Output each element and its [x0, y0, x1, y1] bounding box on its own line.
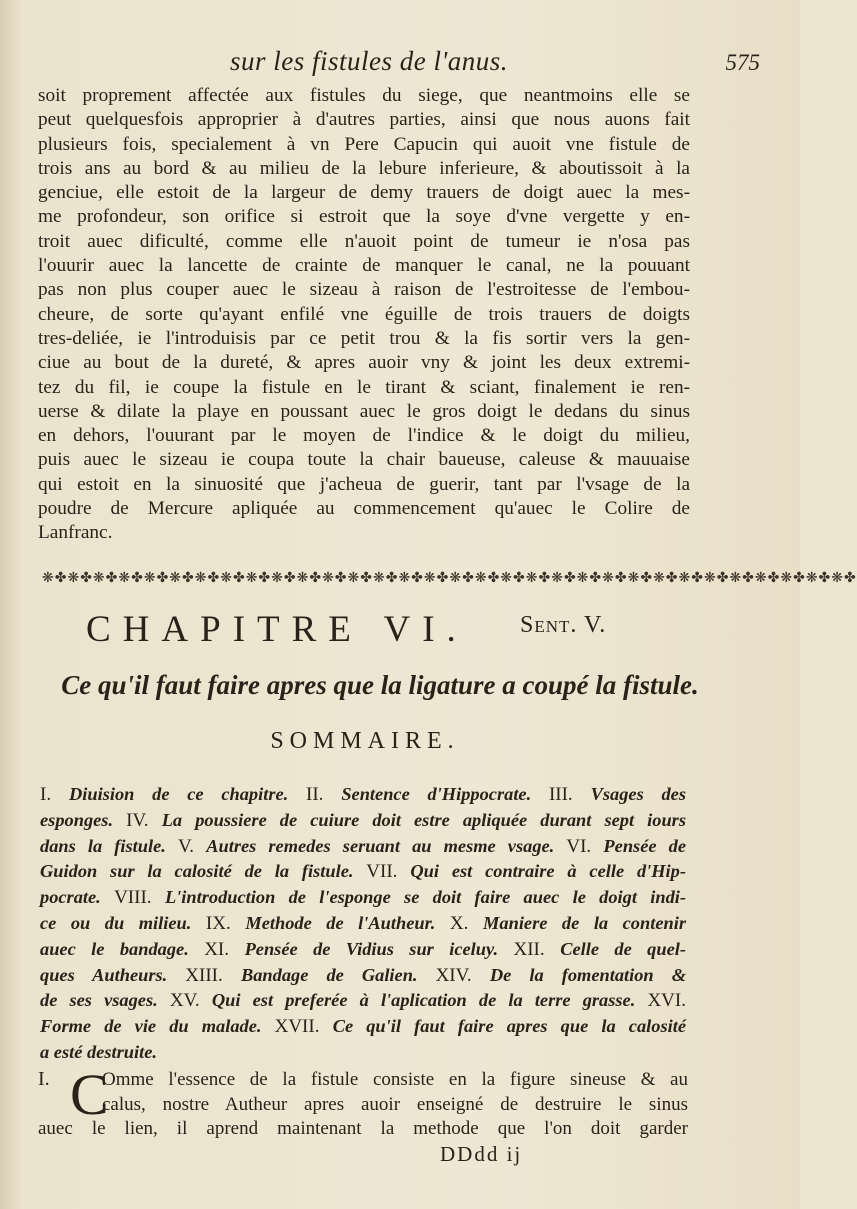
- chapter-title: CHAPITRE VI.: [86, 609, 468, 650]
- paragraph-continued: [38, 84, 690, 546]
- summary-item-number: II.: [306, 784, 342, 805]
- summary-item-text: Sentence d'Hippocrate.: [341, 784, 549, 804]
- text-line: uerse & dilate la playe en poussant auec le gros doigt le dedans du sinus: [38, 400, 690, 422]
- summary-item-text: Celle de quel-: [560, 938, 686, 959]
- summary-item-text: Ce qu'il faut faire apres que la calosité: [332, 1016, 686, 1037]
- summary-line: [40, 963, 686, 989]
- text-line: pas non plus couper auec le sizeau à raison de l'estroitesse de l'embou-: [38, 279, 690, 301]
- summary-item-number: XII.: [513, 938, 561, 960]
- summary-item-number: VI.: [566, 835, 604, 857]
- text-line: tez du fil, ie coupe la fistule en le tirant & sciant, finalement ie ren-: [38, 376, 690, 398]
- summary-item-number: III.: [548, 784, 591, 805]
- paragraph-number: I.: [38, 1068, 50, 1090]
- summary-item-number: XVI.: [647, 990, 686, 1012]
- text-line: Omme l'essence de la fistule consiste en la figure sineuse & au: [102, 1069, 688, 1090]
- text-line: poudre de Mercure apliquée au commencement qu'auec le Colire de: [38, 498, 690, 520]
- summary-item-text: Qui est contraire à celle d'Hip-: [410, 861, 686, 882]
- summary-item-text: Guidon sur la calosité de la fistule.: [40, 861, 367, 882]
- summary-item-text: Autres remedes seruant au mesme vsage.: [206, 835, 567, 856]
- summary-line: [40, 782, 686, 808]
- text-line: en dehors, l'ouurant par le moyen de l'indice & le doigt du milieu,: [38, 425, 690, 447]
- summary-line: [40, 834, 686, 860]
- summary-line: [40, 1040, 686, 1066]
- summary-line: [40, 988, 686, 1014]
- summary-line: [40, 859, 686, 885]
- text-line: auec le lien, il aprend maintenant la methode que l'on doit garder: [38, 1118, 688, 1140]
- page-number: 575: [725, 50, 760, 75]
- text-line: me profondeur, son orifice si estroit que la soye d'vne vergette y en-: [38, 206, 690, 228]
- text-line: trois ans au bord & au milieu de la lebure inferieure, & aboutissoit à la: [38, 157, 690, 179]
- text-line: l'ouurir auec la lancette de crainte de manquer le canal, ne la pouuant: [38, 255, 690, 277]
- summary-item-number: I.: [40, 784, 69, 805]
- summary-item-text: a esté destruite.: [40, 1041, 157, 1062]
- summary-item-text: La poussiere de cuiure doit estre apliquée durant sept iours: [161, 809, 686, 830]
- summary-heading: SOMMAIRE.: [270, 728, 460, 754]
- text-line: tres-deliée, ie l'introduisis par ce petit trou & la fis sortir vers la gen-: [38, 327, 690, 349]
- text-line: soit proprement affectée aux fistules du siege, que neantmoins elle se: [38, 85, 690, 106]
- summary-item-text: auec le bandage.: [40, 938, 205, 959]
- summary-item-number: IV.: [126, 809, 162, 831]
- summary-item-number: VII.: [366, 861, 411, 883]
- text-line: peut quelquesfois approprier à d'autres parties, ainsi que nous auons fait: [38, 109, 690, 131]
- running-title: sur les fistules de l'anus.: [230, 46, 509, 76]
- summary-line: [40, 1014, 686, 1040]
- text-line: cheure, de sorte qu'ayant enfilé vne éguille de trois trauers de doigts: [38, 303, 690, 325]
- summary-item-text: dans la fistule.: [40, 835, 178, 856]
- summary-item-text: Forme de vie du malade.: [40, 1016, 275, 1037]
- summary-line: [40, 808, 686, 834]
- decorative-ornament-band: ❋✤❋✤❋✤❋✤❋✤❋✤❋✤❋✤❋✤❋✤❋✤❋✤❋✤❋✤❋✤❋✤❋✤❋✤❋✤❋✤❋✤❋✤❋✤❋✤❋✤❋✤❋✤❋✤❋✤❋✤❋✤❋✤: [42, 570, 857, 586]
- text-line: puis auec le sizeau ie coupa toute la chair baueuse, caleuse & mauuaise: [38, 449, 690, 471]
- summary-item-number: X.: [449, 912, 484, 934]
- summary-line: [40, 885, 686, 911]
- chapter-subtitle: Ce qu'il faut faire apres que la ligature a coupé la fistule.: [61, 670, 699, 700]
- summary-item-number: VIII.: [114, 887, 165, 909]
- summary-item-text: ques Autheurs.: [40, 964, 186, 985]
- text-line: troit auec dificulté, comme elle n'auoit point de tumeur ie n'osa pas: [38, 230, 690, 252]
- summary-item-number: XIII.: [185, 964, 241, 986]
- chapter-sentence-number: Sent. V.: [520, 612, 607, 638]
- summary-item-text: Vsages des: [590, 784, 686, 804]
- summary-item-number: XIV.: [435, 964, 490, 986]
- summary-item-text: L'introduction de l'esponge se doit faire auec le doigt indi-: [164, 887, 686, 908]
- summary-item-text: Pensée de: [603, 835, 686, 856]
- summary-item-text: Pensée de Vidius sur iceluy.: [244, 938, 514, 959]
- summary-item-text: Maniere de la contenir: [483, 912, 686, 933]
- summary-item-text: pocrate.: [40, 887, 115, 908]
- summary-item-number: XI.: [204, 938, 245, 960]
- paragraph-one: [38, 1062, 688, 1142]
- summary-item-text: Qui est preferée à l'aplication de la terre grasse.: [211, 990, 648, 1011]
- summary-item-text: de ses vsages.: [40, 990, 170, 1011]
- summary-item-text: Bandage de Galien.: [240, 964, 436, 985]
- page-header: [40, 46, 760, 80]
- text-line: plusieurs fois, specialement à vn Pere Capucin qui auoit vne fistule de: [38, 133, 690, 155]
- text-line: ciue au bout de la dureté, & apres auoir vny & joint les deux extremi-: [38, 352, 690, 374]
- summary-line: [40, 911, 686, 937]
- summary-item-text: esponges.: [40, 809, 127, 830]
- text-line: qui estoit en la sinuosité que j'acheua de guerir, tant par l'vsage de la: [38, 473, 690, 495]
- summary-item-text: Diuision de ce chapitre.: [68, 784, 306, 804]
- summary-item-number: XV.: [169, 990, 212, 1012]
- text-line: Lanfranc.: [38, 522, 113, 544]
- text-line: calus, nostre Autheur apres auoir enseigné de destruire le sinus: [102, 1093, 688, 1115]
- summary-item-number: XVII.: [274, 1016, 333, 1038]
- drop-cap: C: [70, 1062, 109, 1127]
- signature-mark: DDdd ij: [440, 1142, 523, 1166]
- summary-item-text: Methode de l'Autheur.: [245, 912, 450, 933]
- text-line: genciue, elle estoit de la largeur de demy trauers de doigt auec la mes-: [38, 182, 690, 204]
- summary-list: [40, 782, 686, 1066]
- summary-item-text: ce ou du milieu.: [40, 912, 206, 933]
- summary-item-number: IX.: [205, 912, 246, 934]
- summary-item-text: De la fomentation &: [489, 964, 687, 985]
- summary-item-number: V.: [177, 835, 207, 857]
- summary-line: [40, 937, 686, 963]
